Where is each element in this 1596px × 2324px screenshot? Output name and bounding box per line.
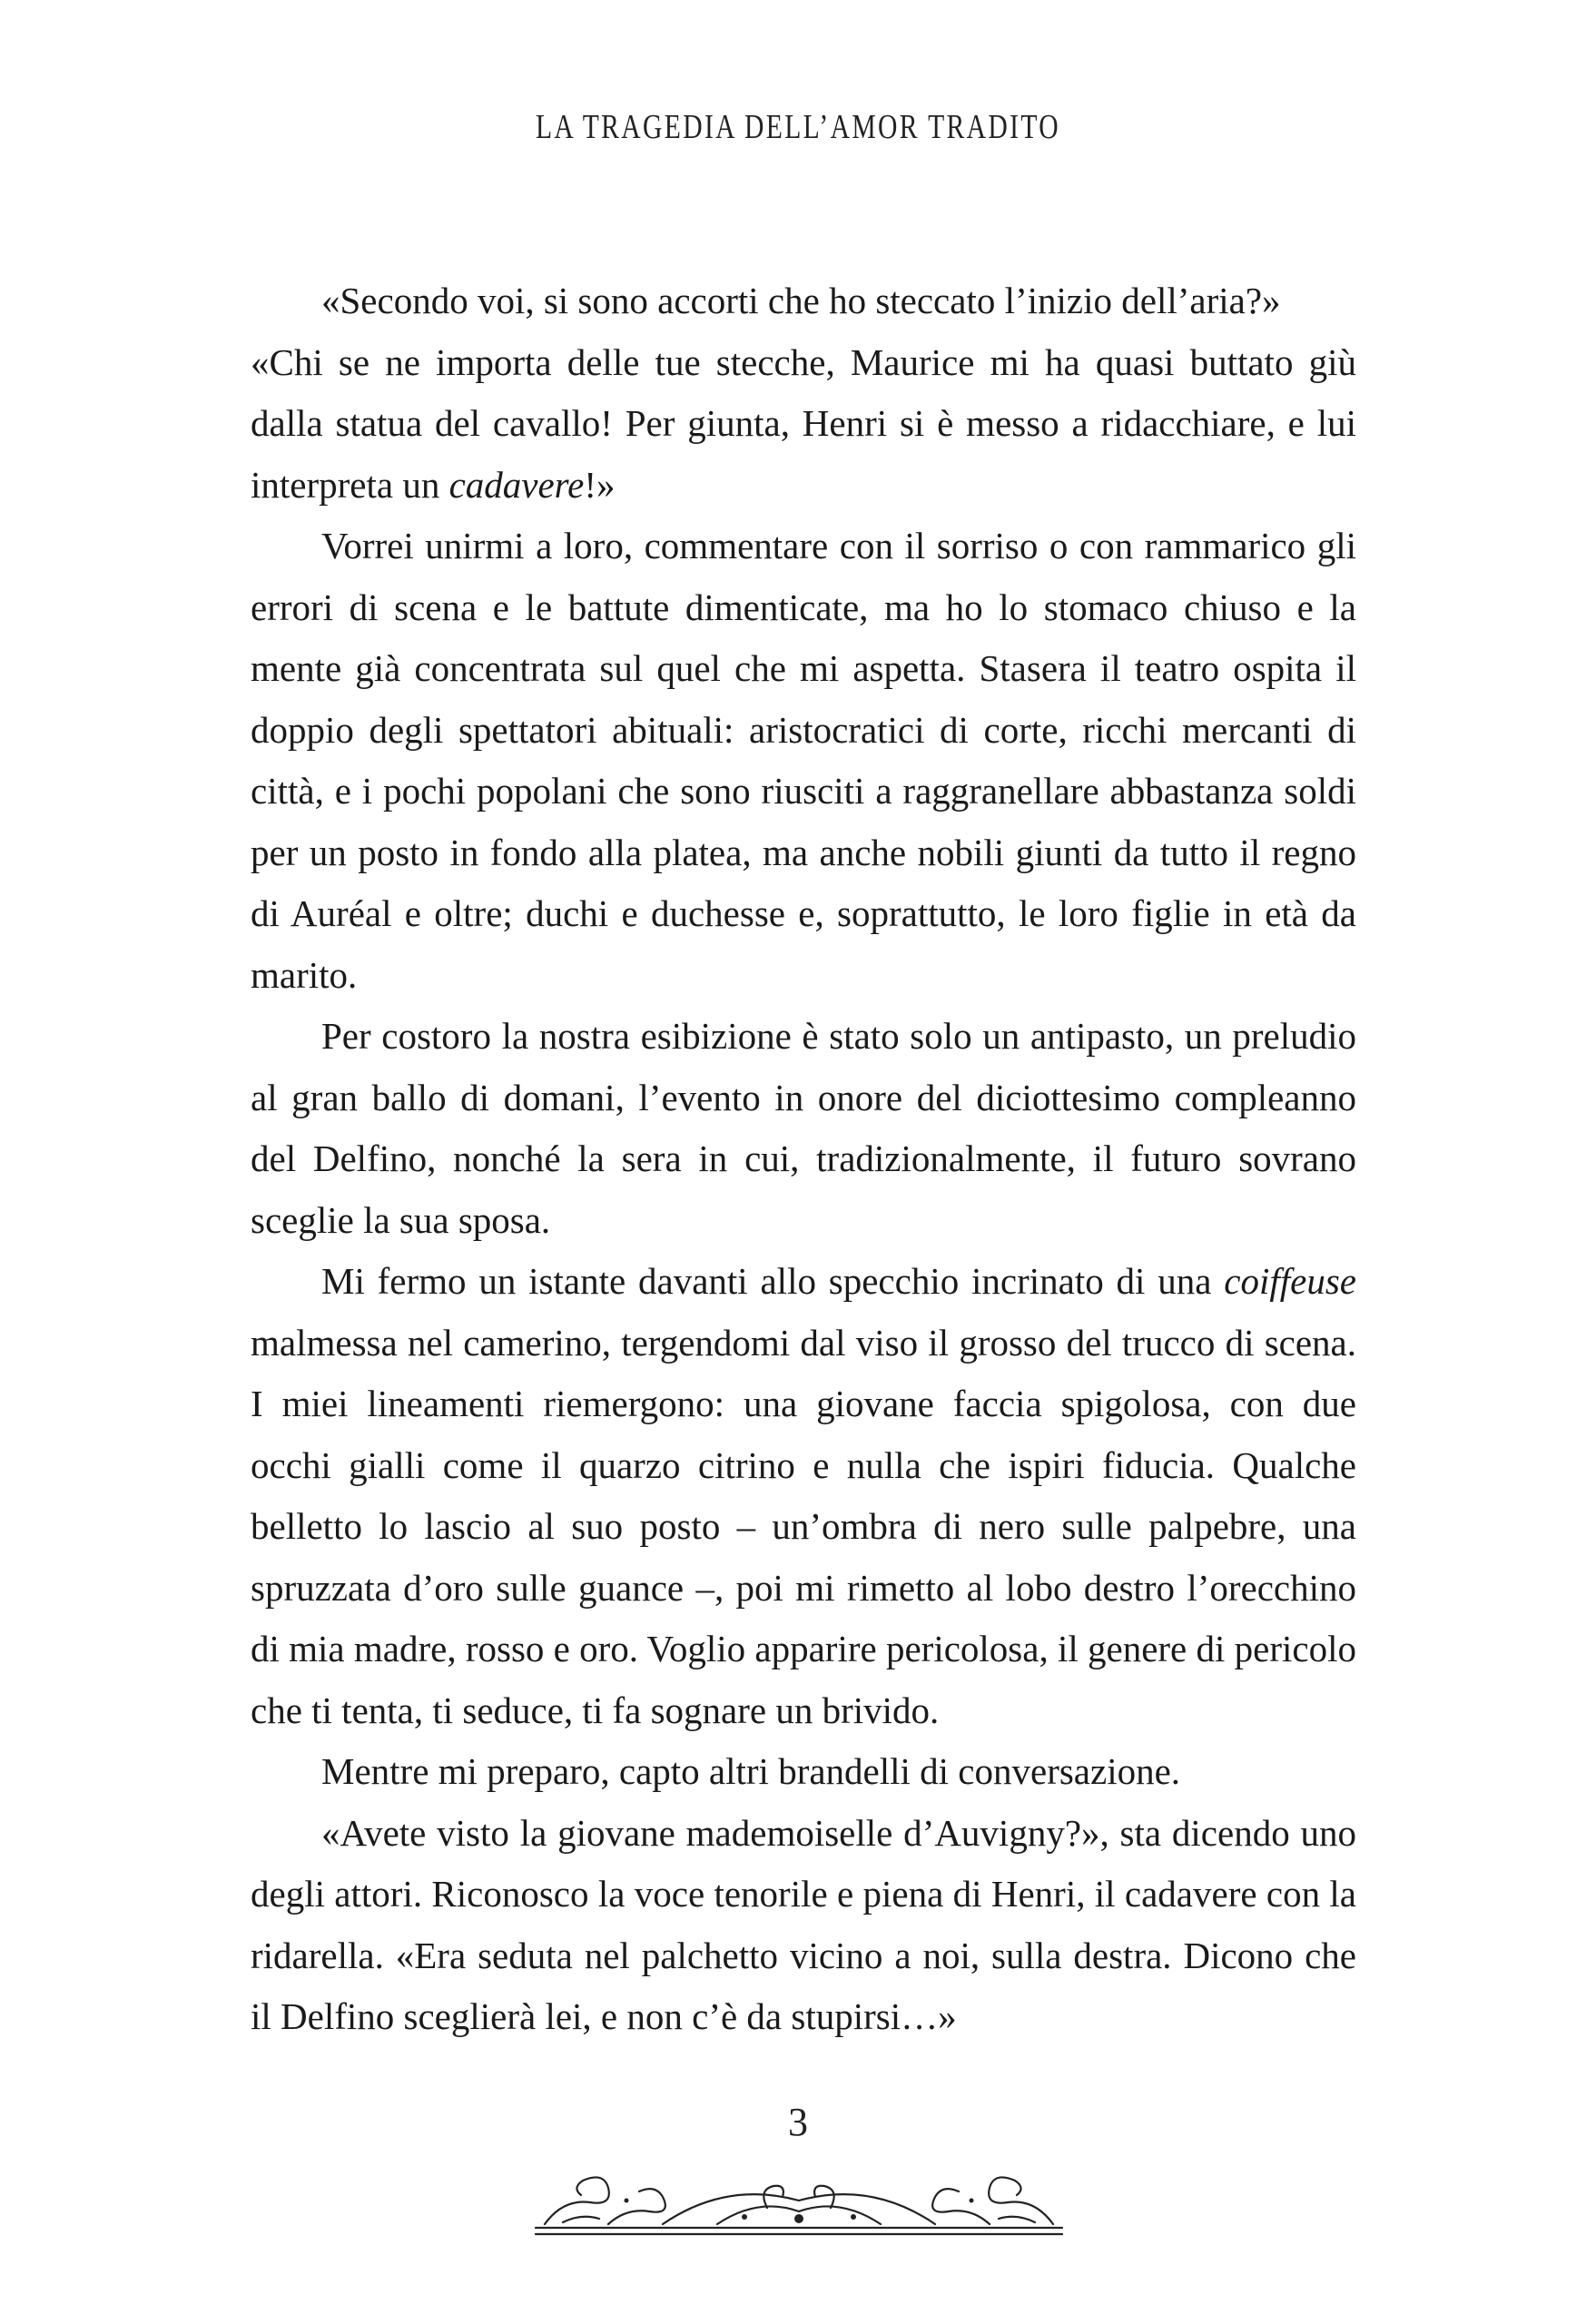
- decorative-scroll-ornament: [527, 2144, 1071, 2244]
- paragraph: [251, 332, 1356, 517]
- paragraph: [251, 1006, 1356, 1251]
- paragraph: [251, 516, 1356, 1006]
- paragraph-text: Mi fermo un istante davanti allo specchio incrinato di una: [321, 1260, 1225, 1302]
- paragraph-text: malmessa nel camerino, tergendomi dal viso il grosso del trucco di scena. I miei lineamenti riemergono: una giovane faccia spigolosa, con due occhi gialli come il quarzo citrino e nulla che ispiri fiducia. Qualche belletto lo lascio al suo posto – un’ombra di nero sulle palpebre, una spruzzata d’oro sulle guance –, poi mi rimetto al lobo destro l’orecchino di mia madre, rosso e oro. Voglio apparire pericolosa, il genere di pericolo che ti tenta, ti seduce, ti fa sognare un brivido.: [251, 1321, 1356, 1731]
- paragraph: [251, 1251, 1356, 1741]
- paragraph-text: Per costoro la nostra esibizione è stato solo un antipasto, un preludio al gran ballo di domani, l’evento in onore del diciottesimo compleanno del Delfino, nonché la sera in cui, tradizionalmente, il futuro sovrano sceglie la sua sposa.: [251, 1015, 1356, 1241]
- paragraph-text: Mentre mi preparo, capto altri brandelli di conversazione.: [321, 1750, 1181, 1792]
- body-text: [251, 271, 1356, 2048]
- paragraph-text: Vorrei unirmi a loro, commentare con il sorriso o con rammarico gli errori di scena e le battute dimenticate, ma ho lo stomaco chiuso e la mente già concentrata sul quel che mi aspetta. Stasera il teatro ospita il doppio degli spettatori abituali: aristocratici di corte, ricchi mercanti di città, e i pochi popolani che sono riusciti a raggranellare abbastanza soldi per un posto in fondo alla platea, ma anche nobili giunti da tutto il regno di Auréal e oltre; duchi e duchesse e, soprattutto, le loro figlie in età da marito.: [251, 525, 1356, 996]
- paragraph-text: «Secondo voi, si sono accorti che ho steccato l’inizio dell’aria?»: [321, 280, 1281, 321]
- italic-term: coiffeuse: [1224, 1260, 1356, 1302]
- running-header: LA TRAGEDIA DELL’AMOR TRADITO: [535, 108, 1061, 146]
- paragraph: [251, 1741, 1356, 1803]
- page-number: 3: [788, 2100, 808, 2144]
- paragraph-text: !»: [584, 463, 616, 506]
- paragraph: [251, 1803, 1356, 2048]
- paragraph-text: «Chi se ne importa delle tue stecche, Maurice mi ha quasi buttato giù dalla statua del cavallo! Per giunta, Henri si è messo a ridacchiare, e lui interpreta un: [251, 340, 1356, 506]
- paragraph: [251, 271, 1356, 332]
- italic-term: cadavere: [448, 463, 585, 506]
- paragraph-text: «Avete visto la giovane mademoiselle d’Auvigny?», sta dicendo uno degli attori. Riconosco la voce tenorile e piena di Henri, il cadavere con la ridarella. «Era seduta nel palchetto vicino a noi, sulla destra. Dicono che il Delfino sceglierà lei, e non c’è da stupirsi…»: [251, 1811, 1356, 2037]
